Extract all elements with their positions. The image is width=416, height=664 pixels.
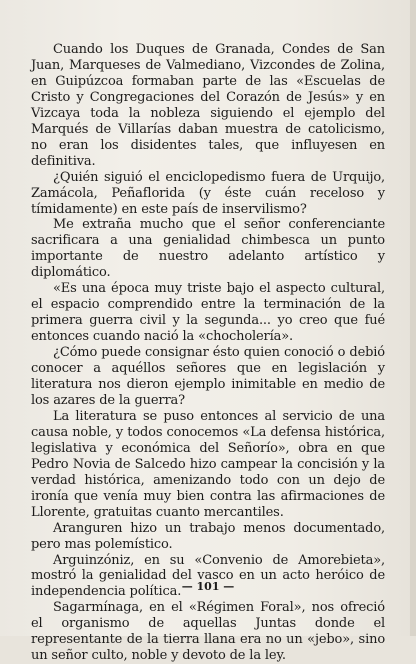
paragraph: Sagarmínaga, en el «Régimen Foral», nos ofreció el organismo de aquellas Juntas donde el representante de la tierra llana era no un «jebo», sino un señor culto, noble y devoto de la ley. xyxy=(31,600,385,664)
paragraph: Me extraña mucho que el señor conferenciante sacrificara a una genialidad chimbesca un punto importante de nuestro adelanto artístico y diplomático. xyxy=(31,217,385,281)
paragraph: Aranguren hizo un trabajo menos documentado, pero mas polemístico. xyxy=(31,520,385,552)
body-text xyxy=(31,42,385,664)
paragraph: ¿Cómo puede consignar ésto quien conoció o debió conocer a aquéllos señores que en legislación y literatura nos dieron ejemplo inimitable en medio de los azares de la guerra? xyxy=(31,345,385,408)
paragraph: ¿Quién siguió el enciclopedismo fuera de Urquijo, Zamácola, Peñaflorida (y éste cuán receloso y tímidamente) en este país de inservilismo? xyxy=(31,169,385,217)
page-edge-shadow xyxy=(410,0,416,636)
paragraph: La literatura se puso entonces al servicio de una causa noble, y todos conocemos «La defensa histórica, legislativa y económica del Señorío», obra en que Pedro Novia de Salcedo hizo campear la concisión y la verdad histórica, amenizando todo con un dejo de ironía que venía muy bien contra las afirmaciones de Llorente, gratuitas cuanto mercantiles. xyxy=(31,408,385,520)
page-number: — 101 — xyxy=(181,580,235,593)
paragraph: Cuando los Duques de Granada, Condes de San Juan, Marqueses de Valmediano, Vizcondes de Zolina, en Guipúzcoa formaban parte de las «Escuelas de Cristo y Congregaciones del Corazón de Jesús» y en Vizcaya toda la nobleza siguiendo el ejemplo del Marqués de Villarías daban muestra de catolicismo, no eran los disidentes tales, que influyesen en definitiva. xyxy=(31,42,385,169)
paragraph: Arguinzóniz, en su «Convenio de Amorebieta», mostró la genialidad del vasco en un acto heróico de independencia política. xyxy=(31,552,385,600)
paragraph: «Es una época muy triste bajo el aspecto cultural, el espacio comprendido entre la terminación de la primera guerra civil y la segunda... yo creo que fué entonces cuando nació la «chocholería». xyxy=(31,281,385,345)
